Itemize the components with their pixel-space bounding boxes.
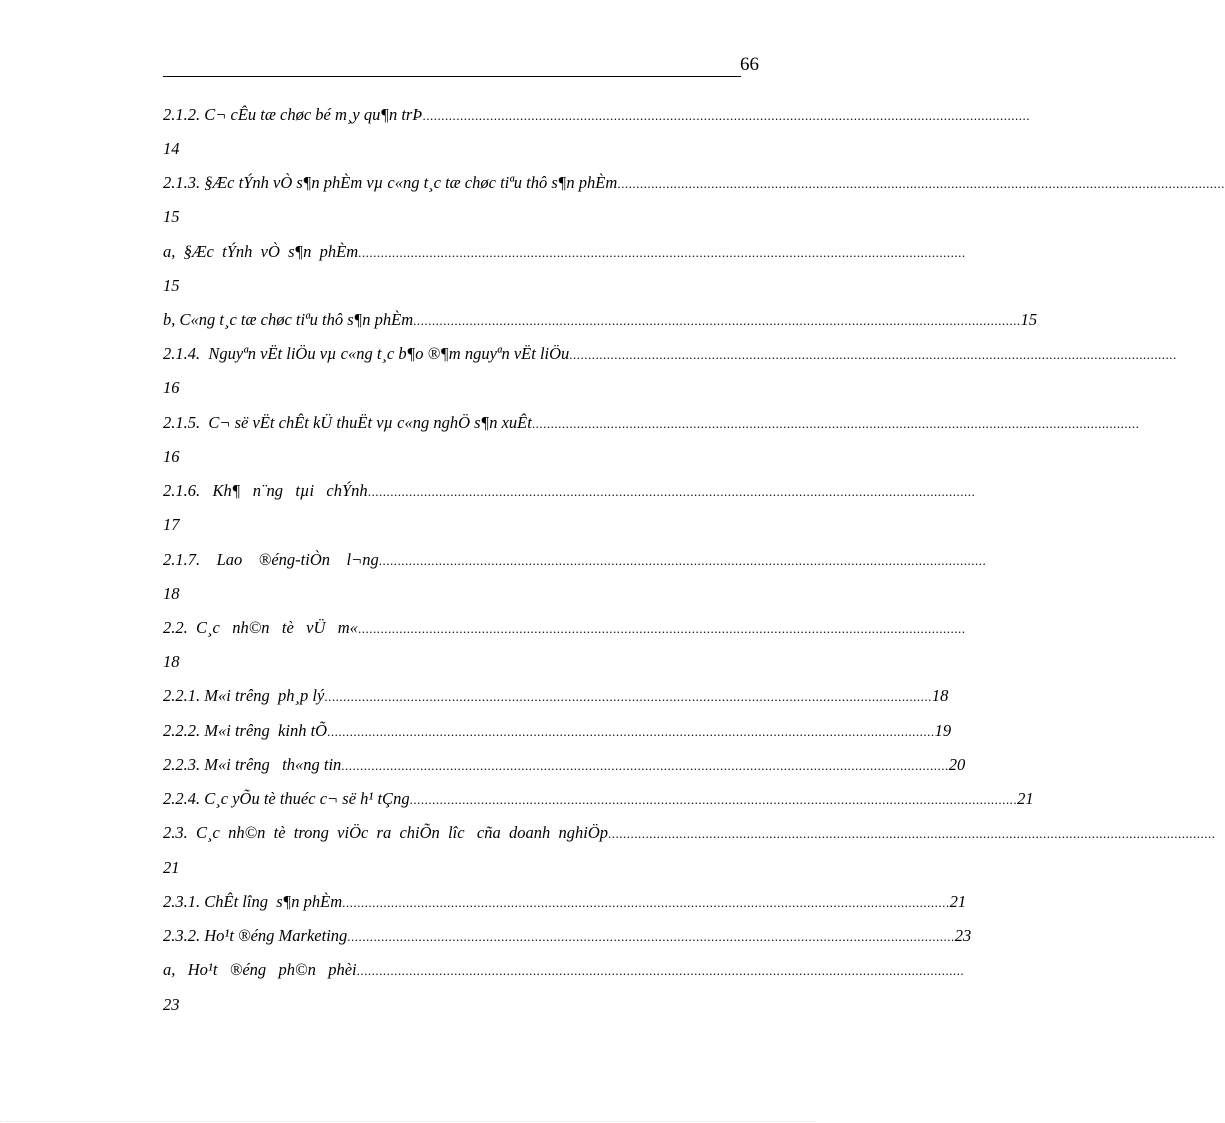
- page-number: 66: [740, 54, 759, 75]
- leader-dots: ..................................................................................................................................................................: [569, 347, 1177, 362]
- toc-entry-title: a, §Æc tÝnh vÒ s¶n phÈm: [163, 242, 359, 261]
- leader-dots: ..................................................................................................................................................................: [358, 245, 966, 260]
- toc-entry-2-2-3[interactable]: [163, 754, 966, 776]
- leader-dots: ..................................................................................................................................................................: [617, 176, 1225, 191]
- toc-entry-2-2-4[interactable]: [163, 788, 1034, 810]
- toc-entry-2-3[interactable]: [163, 822, 1216, 844]
- toc-entry-2-1-6[interactable]: [163, 480, 976, 502]
- toc-entry-title: 2.1.7. Lao ®éng-tiÒn l¬ng: [163, 550, 379, 569]
- leader-dots: ..................................................................................................................................................................: [413, 313, 1021, 328]
- toc-entry-2-3-1[interactable]: [163, 891, 967, 913]
- toc-entry-title: 2.1.5. C¬ së vËt chÊt kÜ thuËt vµ c«ng nghÖ s¶n xuÊt: [163, 413, 532, 432]
- toc-entry-title: 2.2.1. M«i trêng ph¸p lý: [163, 686, 325, 705]
- toc-entry-title: 2.3. C¸c nh©n tè trong viÖc ra chiÕn lîc cña doanh nghiÖp: [163, 823, 608, 842]
- toc-entry-page: 18: [163, 652, 180, 671]
- leader-dots: ..................................................................................................................................................................: [531, 416, 1140, 431]
- leader-dots: ..................................................................................................................................................................: [357, 621, 966, 636]
- toc-entry-a-product-features[interactable]: [163, 241, 966, 263]
- toc-entry-title: 2.2. C¸c nh©n tè vÜ m«: [163, 618, 358, 637]
- toc-entry-page: 21: [163, 858, 180, 877]
- toc-entry-2-1-2[interactable]: [163, 104, 1030, 126]
- header-rule: [163, 76, 741, 77]
- leader-dots: ..................................................................................................................................................................: [356, 963, 965, 978]
- leader-dots: ..................................................................................................................................................................: [341, 758, 949, 773]
- toc-entry-page: 15: [1020, 310, 1038, 329]
- leader-dots: ..................................................................................................................................................................: [367, 484, 976, 499]
- leader-dots: ..................................................................................................................................................................: [378, 553, 987, 568]
- toc-entry-page: 23: [163, 995, 180, 1014]
- page-bottom-edge: [0, 1121, 816, 1122]
- leader-dots: ..................................................................................................................................................................: [608, 826, 1216, 841]
- toc-entry-title: a, Ho¹t ®éng ph©n phèi: [163, 960, 357, 979]
- toc-entry-b-product-sales[interactable]: [163, 309, 1038, 331]
- toc-entry-page: 19: [934, 721, 952, 740]
- leader-dots: ..................................................................................................................................................................: [422, 108, 1030, 123]
- toc-entry-2-1-7[interactable]: [163, 549, 987, 571]
- toc-entry-page: 14: [163, 139, 180, 158]
- toc-entry-title: 2.1.4. Nguyªn vËt liÖu vµ c«ng t¸c b¶o ®¶m nguyªn vËt liÖu: [163, 344, 570, 363]
- toc-entry-title: b, C«ng t¸c tæ chøc tiªu thô s¶n phÈm: [163, 310, 414, 329]
- leader-dots: ..................................................................................................................................................................: [327, 724, 935, 739]
- toc-entry-page: 21: [1017, 789, 1034, 808]
- toc-entry-page: 17: [163, 515, 180, 534]
- toc-entry-2-1-3[interactable]: [163, 172, 1225, 194]
- toc-entry-title: 2.1.2. C¬ cÊu tæ chøc bé m¸y qu¶n trÞ: [163, 105, 423, 124]
- toc-entry-2-2-2[interactable]: [163, 720, 952, 742]
- toc-entry-page: 18: [163, 584, 180, 603]
- toc-entry-title: 2.2.3. M«i trêng th«ng tin: [163, 755, 342, 774]
- toc-entry-2-1-4[interactable]: [163, 343, 1177, 365]
- toc-entry-page: 18: [931, 686, 949, 705]
- toc-entry-page: 21: [949, 892, 967, 911]
- leader-dots: ..................................................................................................................................................................: [347, 929, 955, 944]
- toc-entry-page: 15: [163, 207, 180, 226]
- toc-entry-title: 2.3.1. ChÊt lîng s¶n phÈm: [163, 892, 343, 911]
- toc-entry-page: 15: [163, 276, 180, 295]
- toc-entry-a-distribution[interactable]: [163, 959, 965, 981]
- toc-entry-2-2[interactable]: [163, 617, 966, 639]
- toc-entry-page: 23: [954, 926, 972, 945]
- toc-entry-title: 2.2.2. M«i trêng kinh tÕ: [163, 721, 328, 740]
- toc-entry-page: 16: [163, 378, 180, 397]
- toc-entry-page: 16: [163, 447, 180, 466]
- toc-entry-title: 2.1.6. Kh¶ n¨ng tµi chÝnh: [163, 481, 368, 500]
- leader-dots: ..................................................................................................................................................................: [324, 689, 932, 704]
- toc-entry-2-2-1[interactable]: [163, 685, 949, 707]
- toc-entry-2-3-2[interactable]: [163, 925, 972, 947]
- toc-entry-title: 2.2.4. C¸c yÕu tè thuéc c¬ së h¹ tÇng: [163, 789, 410, 808]
- toc-entry-title: 2.3.2. Ho¹t ®éng Marketing: [163, 926, 348, 945]
- toc-entry-2-1-5[interactable]: [163, 412, 1140, 434]
- toc-entry-page: 20: [948, 755, 966, 774]
- leader-dots: ..................................................................................................................................................................: [342, 895, 950, 910]
- toc-entry-title: 2.1.3. §Æc tÝnh vÒ s¶n phÈm vµ c«ng t¸c tæ chøc tiªu thô s¶n phÈm: [163, 173, 618, 192]
- leader-dots: ..................................................................................................................................................................: [409, 792, 1018, 807]
